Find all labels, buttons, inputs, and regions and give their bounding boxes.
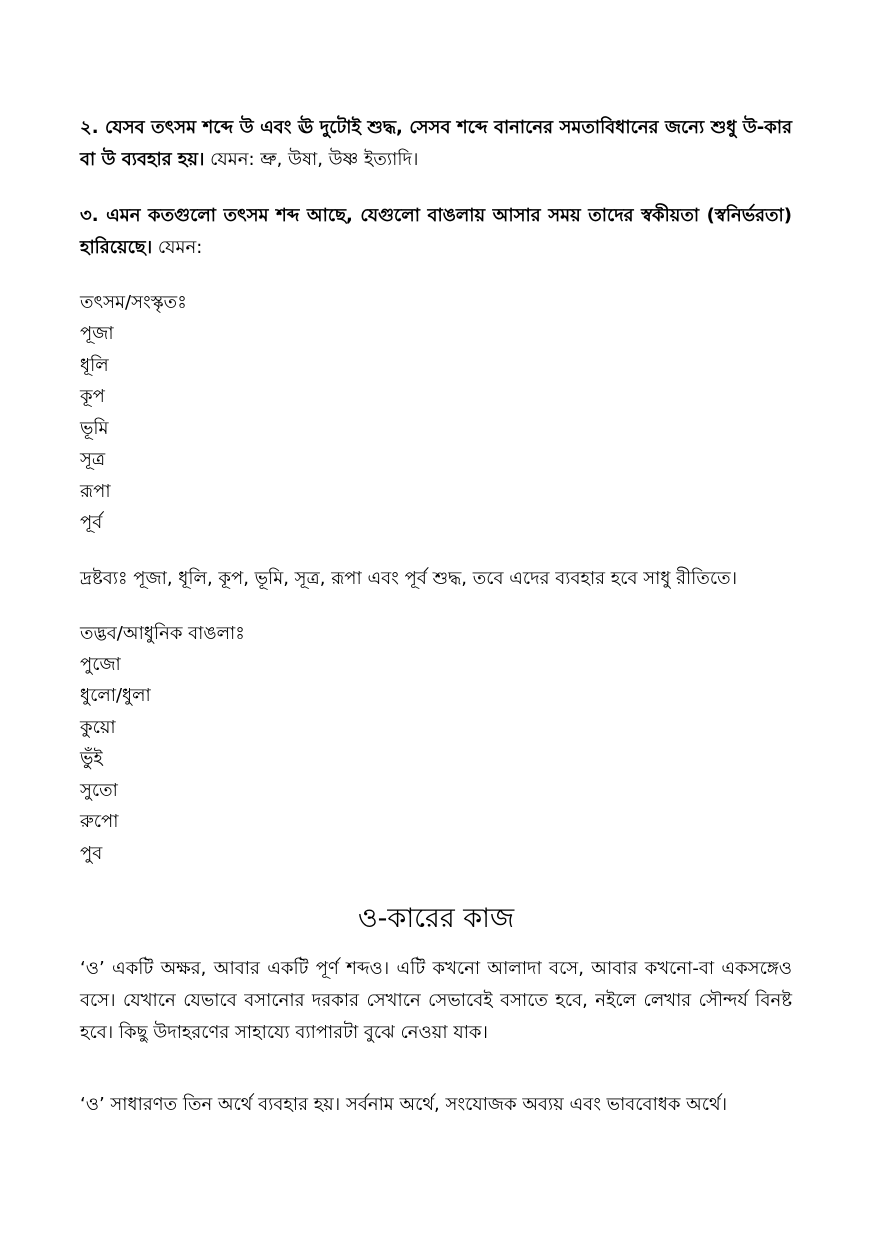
list-item: কূপ <box>80 386 105 407</box>
tadbhab-word-list <box>80 649 792 870</box>
list-item: রুপো <box>80 811 119 832</box>
list-item: পূজা <box>80 323 114 344</box>
list-item: ধূলি <box>80 354 109 376</box>
list-item: ধুলো/ধুলা <box>80 685 151 706</box>
list-item: ভূমি <box>80 417 109 439</box>
o-kar-intro-paragraph: ‘ও’ একটি অক্ষর, আবার একটি পূর্ণ শব্দও। এটি কখনো আলাদা বসে, আবার কখনো-বা একসঙ্গেও বসে। যেখানে যেভাবে বসানোর দরকার সেখানে সেভাবেই বসাতে হবে, নইলে লেখার সৌন্দর্য বিনষ্ট হবে। কিছু উদাহরণের সাহায্যে ব্যাপারটা বুঝে নেওয়া যাক। <box>80 958 792 1043</box>
tadbhab-heading: তদ্ভব/আধুনিক বাঙলাঃ <box>80 622 245 644</box>
rule-2-paragraph <box>80 112 792 176</box>
rule-3-example-text: যেমন: <box>152 237 203 258</box>
note-paragraph: দ্রষ্টব্যঃ পূজা, ধূলি, কূপ, ভূমি, সূত্র, রূপা এবং পূর্ব শুদ্ধ, তবে এদের ব্যবহার হবে সাধু রীতিতে। <box>80 567 738 589</box>
tatsam-word-list <box>80 318 792 539</box>
rule-3-paragraph <box>80 200 792 264</box>
o-kar-usage-paragraph: ‘ও’ সাধারণত তিন অর্থে ব্যবহার হয়। সর্বনাম অর্থে, সংযোজক অব্যয় এবং ভাববোধক অর্থে। <box>80 1094 728 1115</box>
list-item: কুয়ো <box>80 716 116 738</box>
document-page <box>80 112 792 1121</box>
list-item: সূত্র <box>80 449 106 470</box>
rule-3-bold-text: ৩. এমন কতগুলো তৎসম শব্দ আছে, যেগুলো বাঙলায় আসার সময় তাদের স্বকীয়তা (স্বনির্ভরতা) হারিয়েছে। <box>80 205 792 258</box>
list-item: ভুঁই <box>80 748 103 769</box>
rule-2-bold-text: ২. যেসব তৎসম শব্দে উ এবং ঊ দুটোই শুদ্ধ, সেসব শব্দে বানানের সমতাবিধানের জন্যে শুধু উ-কার বা উ ব্যবহার হয়। <box>80 117 792 170</box>
section-heading: ও-কারের কাজ <box>357 903 515 934</box>
list-item: রূপা <box>80 480 111 502</box>
list-item: পুজো <box>80 653 121 675</box>
list-item: পূর্ব <box>80 512 103 533</box>
tatsam-heading: তৎসম/সংস্কৃতঃ <box>80 292 187 313</box>
rule-2-example-text: যেমন: ভ্রু, উষা, উষ্ণ ইত্যাদি। <box>204 149 419 170</box>
list-item: সুতো <box>80 779 118 801</box>
list-item: পুব <box>80 842 103 864</box>
